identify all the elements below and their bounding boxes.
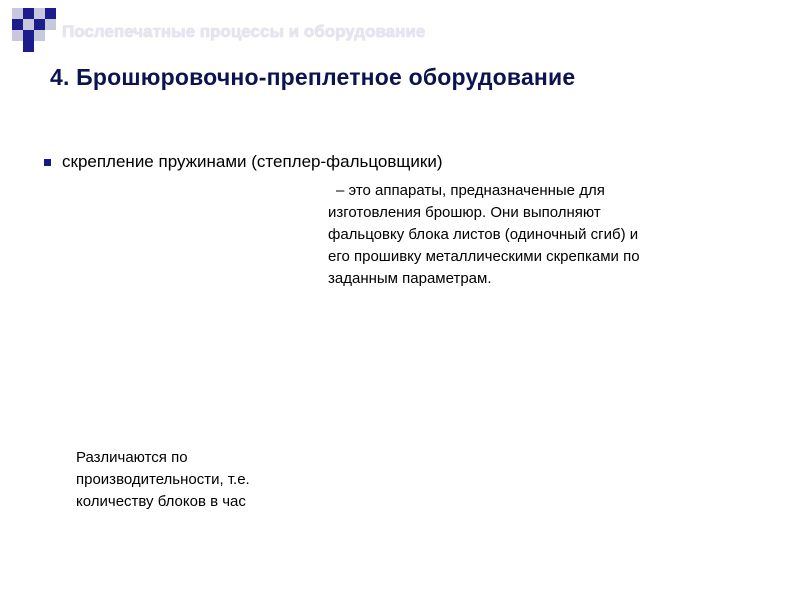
note-line: Различаются по xyxy=(76,449,188,466)
deco-square xyxy=(23,30,34,41)
note-paragraph xyxy=(76,447,336,513)
deco-square xyxy=(23,8,34,19)
slide-title: 4. Брошюровочно-преплетное оборудование xyxy=(50,64,576,90)
description-line: – это аппараты, предназначенные для xyxy=(336,182,605,199)
description-line: его прошивку металлическими скрепками по xyxy=(328,248,640,265)
deco-square xyxy=(12,8,23,19)
description-paragraph xyxy=(328,180,758,290)
deco-square xyxy=(12,30,23,41)
deco-square xyxy=(34,30,45,41)
deco-square xyxy=(45,8,56,19)
section-header-title: Послепечатные процессы и оборудование xyxy=(62,22,426,41)
deco-square xyxy=(12,19,23,30)
note-line: производительности, т.е. xyxy=(76,471,250,488)
description-line: изготовления брошюр. Они выполняют xyxy=(328,204,601,221)
note-line: количеству блоков в час xyxy=(76,493,246,510)
description-line: фальцовку блока листов (одиночный сгиб) и xyxy=(328,226,639,243)
deco-square xyxy=(45,19,56,30)
deco-square xyxy=(23,19,34,30)
square-bullet-icon xyxy=(44,159,51,166)
deco-square xyxy=(34,8,45,19)
bullet-text: скрепление пружинами (степлер-фальцовщики) xyxy=(62,152,443,171)
deco-square xyxy=(34,19,45,30)
description-line: заданным параметрам. xyxy=(328,270,492,287)
deco-square xyxy=(23,41,34,52)
bullet-item xyxy=(44,152,443,172)
